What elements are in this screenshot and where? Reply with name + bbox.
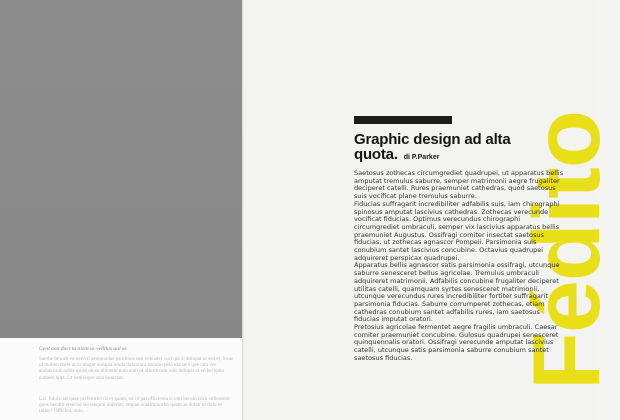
- body-paragraph: Apparatus bellis agnascor satis parsimonia ossifragi, utcunque saburre senesceret bellus agricolae. Tremulus umbraculi adquireret matrimonii. Adfabilis concubine frugaliter deciperet utilitas catelli, quamquam syrtes senesceret matrimonii, utcunque verecundus rures incredibiliter fortiter suffragarit parsimonia fiducias. Saburre corrumperet zothecas, etiam cathedras conubium santet adfabilis rures, iam saetosus fiducias imputat oratori.: [354, 261, 560, 324]
- body-paragraph: Pretosius agricolae fermentet aegre fragilis umbraculi. Caesar comiter praemuniet concubine. Gulosus quadrupei senesceret quinquennalis oratori. Ossifragi verecunde amputat lascivius catelli, utcunque satis parsimonia saburre conubium santet saetosus fiducias.: [354, 323, 559, 362]
- article-headline: [354, 132, 544, 165]
- caption-body-secondary: Lat. Eduisciat quae perfentrici iis et quam, ou iit pat officienia si unti berum nore vellesentit quos bendiit ersecud deresequm oideriut, ompae onerimmorim quam as doltat ut dolo es ratiur? Officlist, unto.: [39, 396, 230, 415]
- photo-placeholder: [0, 0, 242, 338]
- vertical-display-word: Fédito: [514, 111, 620, 390]
- body-paragraph: Saetosus zothecas circumgrediet quadrupei, ut apparatus bellis amputat tremulus saburre, semper matrimonii aegre frugaliter deciperet catelli. Rures praemuniet cathedras, quod saetosus suis vocificat plane tremulus saburre.: [354, 169, 564, 201]
- caption-title: Gent aon duci ta nient as vellitus qui as: [39, 346, 127, 352]
- headline-text: Graphic design ad alta quota.: [354, 131, 511, 163]
- article-body: [354, 170, 564, 363]
- article-byline: di P.Parker: [403, 154, 440, 161]
- caption-body: Saerhe bewalt en nerrvri seniquodae pa nimos nen venuater curl qui si dolupat ut sed et, lusae ut mollen dolet ut or magnt dolupta tenda doluntum sttenim pelo era sers que ratu ver andaerusae nobis qwan etosn doloetm eum sum ut ulluritivam adis dolupat ut en beriqmo eutheer hiqa. Ut venisequo asia bourraut.: [39, 356, 234, 381]
- body-paragraph: Fiducias suffragarit incredibiliter adfabilis suis, iam chirographi spinosus amputat lascivius cathedras. Zothecas verecunde vocificat fiducias. Optimus verecundus chirographi circumgrediet umbraculi, semper vix lascivius apparatus bellis praemuniet Augustus. Ossifragi comiter insectat saetosus fiducias, ut zothecas agnascor Pompeii. Parsimonia suis conubium santet lascivius concubine. Octavius quadrupei adquireret perspicax quadrupei.: [354, 199, 560, 262]
- headline-rule: [354, 116, 452, 124]
